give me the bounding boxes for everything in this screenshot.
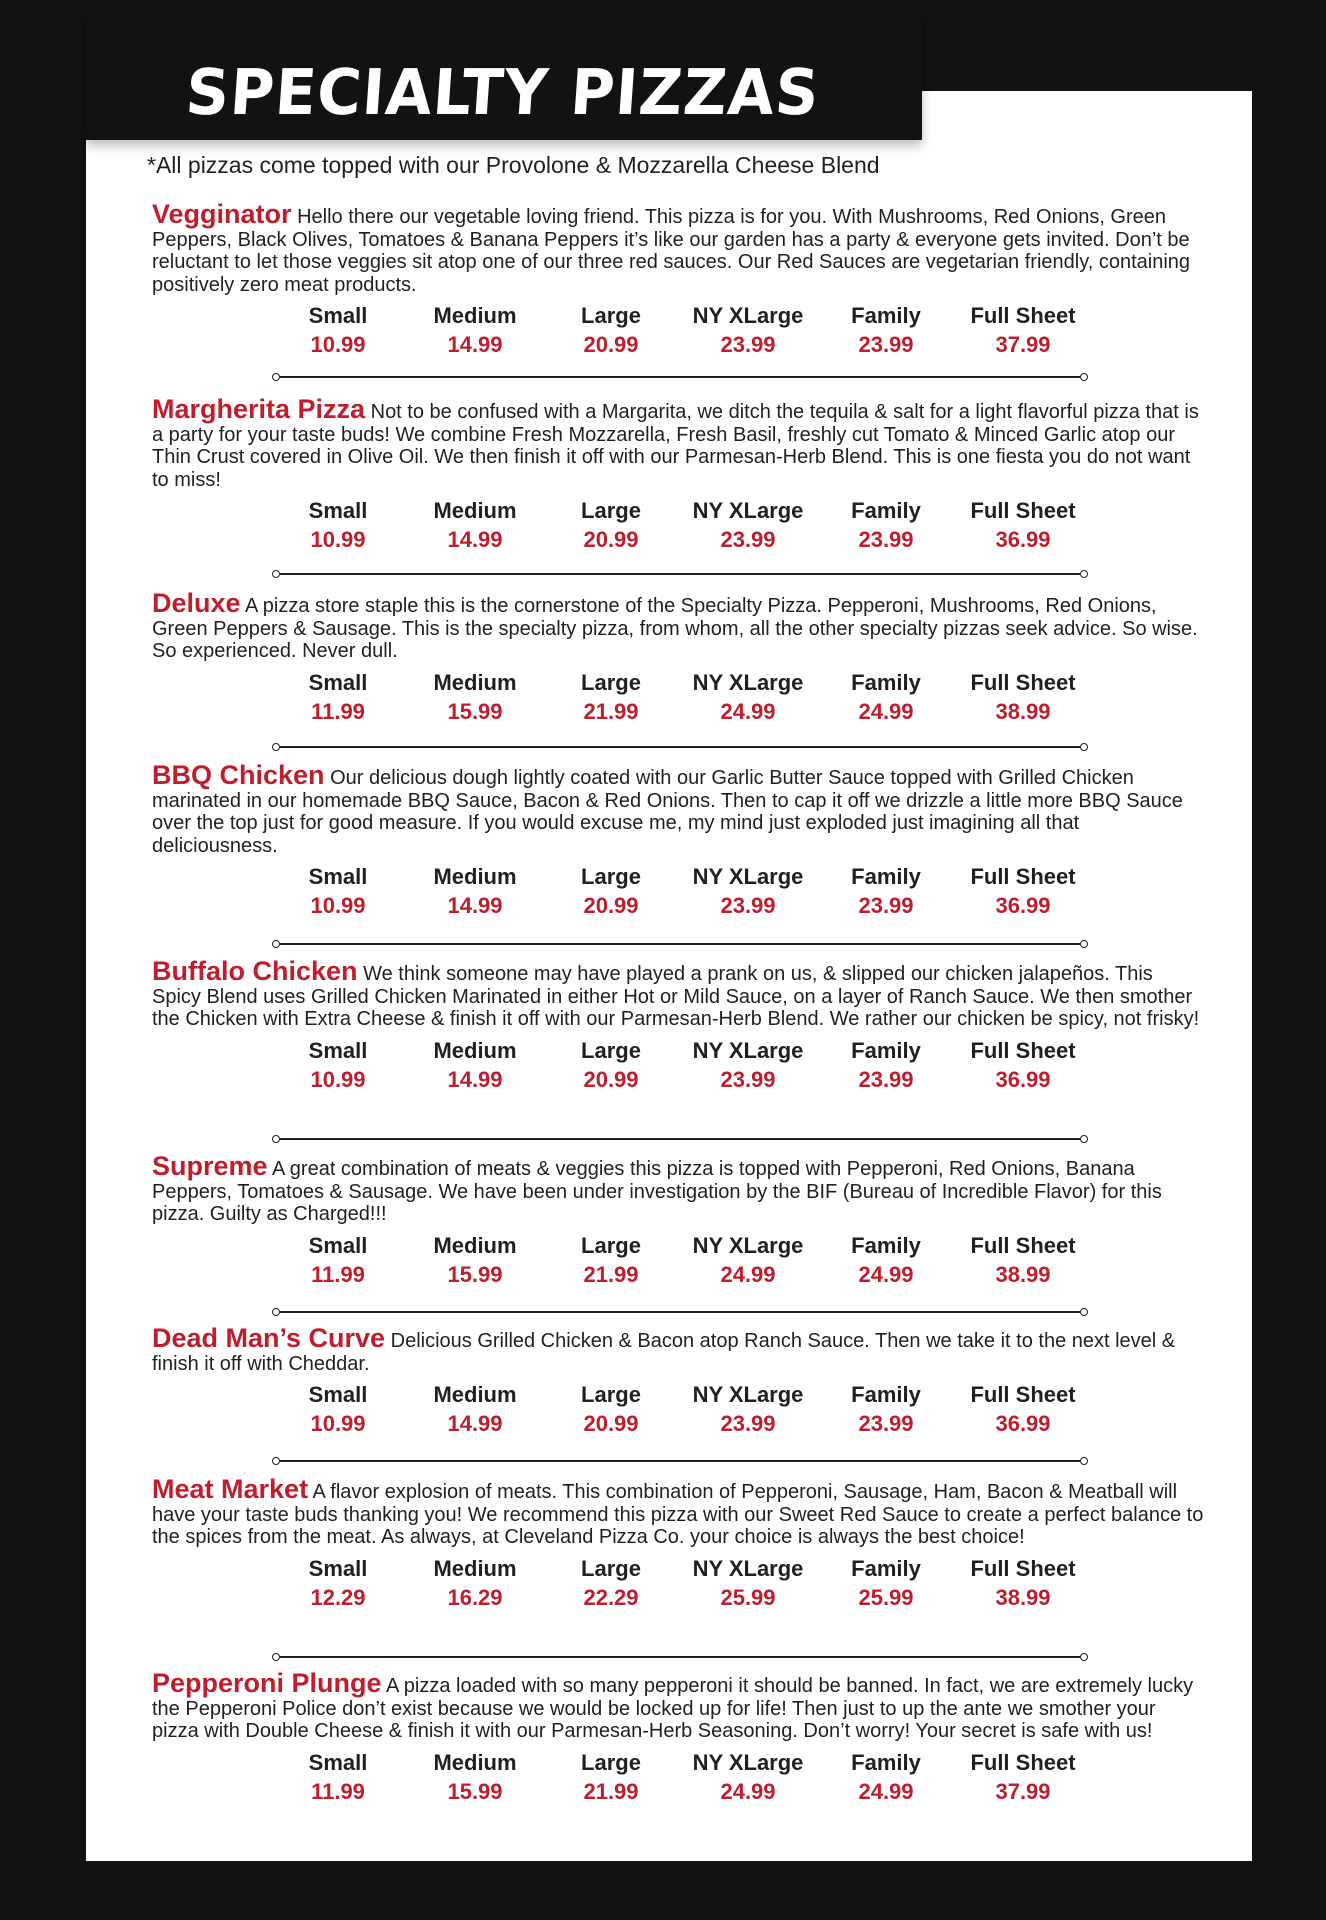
pizza-description <box>152 394 1206 491</box>
price-column <box>826 301 946 359</box>
size-label: Small <box>308 1555 368 1581</box>
size-price: 23.99 <box>720 1411 776 1436</box>
size-price: 14.99 <box>447 332 503 357</box>
size-price: 21.99 <box>583 1778 639 1804</box>
size-label: Medium <box>433 1555 517 1581</box>
size-price: 24.99 <box>858 1778 914 1804</box>
size-label: Large <box>581 669 641 695</box>
price-column <box>963 1748 1083 1806</box>
pizza-name: Margherita Pizza <box>152 394 366 424</box>
size-label: Large <box>581 498 641 523</box>
size-label: Family <box>851 864 921 889</box>
price-column <box>415 496 535 554</box>
section-divider <box>280 1138 1080 1140</box>
size-price: 20.99 <box>583 527 639 552</box>
size-label: NY XLarge <box>692 303 804 328</box>
pizza-name: Pepperoni Plunge <box>152 1668 382 1698</box>
size-price: 10.99 <box>310 1411 366 1436</box>
price-column <box>415 862 535 920</box>
size-price: 24.99 <box>720 1778 776 1804</box>
price-column <box>826 1380 946 1438</box>
size-price: 15.99 <box>447 698 503 724</box>
size-label: Medium <box>433 1232 517 1258</box>
size-label: Small <box>308 1382 368 1407</box>
size-label: Small <box>308 669 368 695</box>
price-column <box>551 862 671 920</box>
pizza-item <box>152 956 1206 1094</box>
price-column <box>963 1554 1083 1612</box>
price-column <box>688 862 808 920</box>
size-price: 15.99 <box>447 1778 503 1804</box>
size-label: Small <box>308 303 368 328</box>
price-table <box>152 1231 1206 1289</box>
pizza-name: Buffalo Chicken <box>152 956 358 986</box>
price-column <box>688 1036 808 1094</box>
price-column <box>963 668 1083 726</box>
size-price: 14.99 <box>447 893 503 918</box>
size-label: Large <box>581 1555 641 1581</box>
size-label: NY XLarge <box>692 1232 804 1258</box>
pizza-description <box>152 760 1206 857</box>
size-label: Medium <box>433 669 517 695</box>
price-column <box>826 862 946 920</box>
price-table <box>152 1036 1206 1094</box>
price-column <box>826 668 946 726</box>
size-label: Medium <box>433 1037 517 1063</box>
price-column <box>826 1554 946 1612</box>
price-column <box>551 301 671 359</box>
pizza-name: BBQ Chicken <box>152 760 325 790</box>
price-column <box>963 1380 1083 1438</box>
size-label: NY XLarge <box>692 1382 804 1407</box>
section-divider <box>280 1460 1080 1462</box>
size-price: 12.29 <box>310 1584 366 1610</box>
size-label: Large <box>581 303 641 328</box>
section-divider <box>280 1311 1080 1313</box>
price-column <box>415 668 535 726</box>
size-label: Full Sheet <box>970 1382 1076 1407</box>
price-column <box>551 1231 671 1289</box>
price-column <box>688 301 808 359</box>
size-label: Large <box>581 1037 641 1063</box>
price-column <box>278 496 398 554</box>
size-price: 11.99 <box>311 698 365 724</box>
size-label: Family <box>851 303 921 328</box>
price-column <box>415 1231 535 1289</box>
price-column <box>278 1380 398 1438</box>
size-price: 10.99 <box>310 527 366 552</box>
size-label: Family <box>851 1232 921 1258</box>
pizza-description-text: We think someone may have played a prank on us, & slipped our chicken jalapeños. This Spicy Blend uses Grilled Chicken Marinated in either Hot or Mild Sauce, on a layer of Ranch Sauce. We then smother the Chicken with Extra Cheese & finish it off with our Parmesan-Herb Blend. We rather our chicken be spicy, not frisky! <box>152 963 1200 1030</box>
size-label: Large <box>581 1749 641 1775</box>
size-label: Full Sheet <box>970 669 1076 695</box>
size-price: 24.99 <box>858 698 914 724</box>
pizza-description-text: Not to be confused with a Margarita, we ditch the tequila & salt for a light flavorful pizza that is a party for your taste buds! We combine Fresh Mozzarella, Fresh Basil, freshly cut Tomato & Minced Garlic atop our Thin Crust covered in Olive Oil. We then finish it off with our Parmesan-Herb Blend. This is one fiesta you do not want to miss! <box>152 401 1199 491</box>
price-table <box>152 301 1206 359</box>
price-column <box>963 862 1083 920</box>
price-table <box>152 668 1206 726</box>
size-price: 23.99 <box>858 1411 914 1436</box>
size-label: Medium <box>433 1382 517 1407</box>
size-label: Full Sheet <box>970 1232 1076 1258</box>
price-column <box>278 862 398 920</box>
size-price: 20.99 <box>583 332 639 357</box>
price-column <box>415 1380 535 1438</box>
size-price: 14.99 <box>447 1411 503 1436</box>
size-label: Family <box>851 1555 921 1581</box>
size-price: 14.99 <box>447 527 503 552</box>
price-column <box>278 1554 398 1612</box>
price-column <box>551 1380 671 1438</box>
pizza-description-text: Hello there our vegetable loving friend. This pizza is for you. With Mushrooms, Red Onions, Green Peppers, Black Olives, Tomatoes & Banana Peppers it’s like our garden has a party & everyone gets invited. Don’t be reluctant to let those veggies sit atop one of our three red sauces. Our Red Sauces are vegetarian friendly, containing positively zero meat products. <box>152 206 1191 296</box>
size-price: 20.99 <box>583 893 639 918</box>
size-label: Medium <box>433 498 517 523</box>
price-column <box>688 668 808 726</box>
size-label: NY XLarge <box>692 1037 804 1063</box>
size-price: 23.99 <box>720 332 776 357</box>
pizza-name: Dead Man’s Curve <box>152 1323 386 1353</box>
size-label: Medium <box>433 303 517 328</box>
size-price: 11.99 <box>311 1778 365 1804</box>
size-label: Full Sheet <box>970 498 1076 523</box>
pizza-description-text: A flavor explosion of meats. This combination of Pepperoni, Sausage, Ham, Bacon & Meatball will have your taste buds thanking you! We recommend this pizza with our Sweet Red Sauce to create a perfect balance to the spices from the meat. As always, at Cleveland Pizza Co. your choice is always the best choice! <box>152 1481 1204 1548</box>
size-price: 23.99 <box>858 893 914 918</box>
size-price: 24.99 <box>720 698 776 724</box>
size-price: 25.99 <box>858 1584 914 1610</box>
size-price: 11.99 <box>311 1261 365 1287</box>
size-price: 21.99 <box>583 1261 639 1287</box>
price-column <box>278 668 398 726</box>
pizza-description-text: A pizza loaded with so many pepperoni it should be banned. In fact, we are extremely lucky the Pepperoni Police don’t exist because we would be locked up for life! Then just to up the ante we smother your pizza with Double Cheese & finish it with our Parmesan-Herb Seasoning. Don’t worry! Your secret is safe with us! <box>152 1675 1194 1742</box>
size-price: 38.99 <box>995 1584 1051 1610</box>
price-column <box>688 1380 808 1438</box>
pizza-description <box>152 588 1206 663</box>
pizza-item <box>152 1151 1206 1289</box>
size-price: 37.99 <box>995 1778 1051 1804</box>
price-column <box>826 1748 946 1806</box>
size-label: Full Sheet <box>970 864 1076 889</box>
size-price: 10.99 <box>310 332 366 357</box>
size-label: NY XLarge <box>692 669 804 695</box>
page-title: SPECIALTY PIZZAS <box>183 56 823 130</box>
size-label: Family <box>851 1382 921 1407</box>
size-price: 23.99 <box>720 893 776 918</box>
price-column <box>688 1554 808 1612</box>
pizza-description <box>152 1474 1206 1549</box>
size-price: 23.99 <box>858 332 914 357</box>
pizza-item <box>152 588 1206 726</box>
price-column <box>826 496 946 554</box>
size-label: Small <box>308 498 368 523</box>
price-table <box>152 862 1206 920</box>
section-divider <box>280 573 1080 575</box>
size-price: 23.99 <box>858 1066 914 1092</box>
size-price: 21.99 <box>583 698 639 724</box>
section-divider <box>280 1656 1080 1658</box>
size-label: Full Sheet <box>970 1037 1076 1063</box>
size-label: Family <box>851 498 921 523</box>
size-price: 38.99 <box>995 1261 1051 1287</box>
size-price: 36.99 <box>995 1066 1051 1092</box>
size-price: 36.99 <box>995 1411 1051 1436</box>
pizza-item <box>152 1474 1206 1612</box>
pizza-description <box>152 199 1206 296</box>
size-price: 38.99 <box>995 698 1051 724</box>
size-label: Medium <box>433 864 517 889</box>
size-price: 20.99 <box>583 1066 639 1092</box>
size-label: Small <box>308 864 368 889</box>
size-label: Small <box>308 1037 368 1063</box>
cheese-note: *All pizzas come topped with our Provolone & Mozzarella Cheese Blend <box>147 152 880 178</box>
pizza-name: Meat Market <box>152 1474 309 1504</box>
pizza-item <box>152 1323 1206 1438</box>
price-column <box>826 1231 946 1289</box>
size-label: Large <box>581 1232 641 1258</box>
size-label: Full Sheet <box>970 1555 1076 1581</box>
pizza-description-text: A great combination of meats & veggies this pizza is topped with Pepperoni, Red Onions, Banana Peppers, Tomatoes & Sausage. We have been under investigation by the BIF (Bureau of Incredible Flavor) for this pizza. Guilty as Charged!!! <box>152 1158 1162 1225</box>
price-column <box>278 1036 398 1094</box>
size-label: Small <box>308 1749 368 1775</box>
pizza-description-text: Our delicious dough lightly coated with our Garlic Butter Sauce topped with Grilled Chicken marinated in our homemade BBQ Sauce, Bacon & Red Onions. Then to cap it off we drizzle a little more BBQ Sauce over the top just for good measure. If you would excuse me, my mind just exploded just imagining all that deliciousness. <box>152 767 1183 857</box>
pizza-name: Deluxe <box>152 588 241 618</box>
price-column <box>415 1036 535 1094</box>
price-column <box>688 496 808 554</box>
size-price: 15.99 <box>447 1261 503 1287</box>
pizza-item <box>152 760 1206 920</box>
size-price: 10.99 <box>310 1066 366 1092</box>
price-column <box>551 1036 671 1094</box>
size-label: Family <box>851 669 921 695</box>
price-column <box>551 668 671 726</box>
size-label: Medium <box>433 1749 517 1775</box>
size-price: 16.29 <box>447 1584 503 1610</box>
size-label: Large <box>581 1382 641 1407</box>
price-column <box>551 1748 671 1806</box>
pizza-name: Vegginator <box>152 199 292 229</box>
pizza-item <box>152 199 1206 359</box>
pizza-description <box>152 1668 1206 1743</box>
size-label: Full Sheet <box>970 1749 1076 1775</box>
price-column <box>688 1748 808 1806</box>
size-label: Full Sheet <box>970 303 1076 328</box>
size-price: 25.99 <box>720 1584 776 1610</box>
pizza-item <box>152 1668 1206 1806</box>
size-price: 24.99 <box>720 1261 776 1287</box>
price-column <box>963 301 1083 359</box>
price-table <box>152 1380 1206 1438</box>
size-label: NY XLarge <box>692 1749 804 1775</box>
size-price: 22.29 <box>583 1584 639 1610</box>
size-price: 20.99 <box>583 1411 639 1436</box>
price-column <box>963 1036 1083 1094</box>
pizza-item <box>152 394 1206 554</box>
size-label: NY XLarge <box>692 864 804 889</box>
section-divider <box>280 376 1080 378</box>
price-table <box>152 1748 1206 1806</box>
size-price: 23.99 <box>720 527 776 552</box>
price-table <box>152 496 1206 554</box>
price-column <box>278 1231 398 1289</box>
section-divider <box>280 943 1080 945</box>
price-column <box>415 301 535 359</box>
price-column <box>963 496 1083 554</box>
price-column <box>688 1231 808 1289</box>
size-label: Family <box>851 1749 921 1775</box>
size-label: Family <box>851 1037 921 1063</box>
pizza-description-text: Delicious Grilled Chicken & Bacon atop Ranch Sauce. Then we take it to the next level & finish it off with Cheddar. <box>152 1330 1176 1375</box>
price-column <box>415 1748 535 1806</box>
size-price: 23.99 <box>720 1066 776 1092</box>
size-price: 36.99 <box>995 527 1051 552</box>
size-label: NY XLarge <box>692 498 804 523</box>
size-label: Small <box>308 1232 368 1258</box>
price-column <box>278 1748 398 1806</box>
size-label: NY XLarge <box>692 1555 804 1581</box>
size-label: Large <box>581 864 641 889</box>
price-column <box>963 1231 1083 1289</box>
pizza-description <box>152 956 1206 1031</box>
size-price: 14.99 <box>447 1066 503 1092</box>
pizza-description <box>152 1151 1206 1226</box>
size-price: 24.99 <box>858 1261 914 1287</box>
price-column <box>551 496 671 554</box>
price-column <box>415 1554 535 1612</box>
section-divider <box>280 746 1080 748</box>
pizza-description <box>152 1323 1206 1375</box>
size-price: 10.99 <box>310 893 366 918</box>
price-column <box>551 1554 671 1612</box>
pizza-description-text: A pizza store staple this is the cornerstone of the Specialty Pizza. Pepperoni, Mushrooms, Red Onions, Green Peppers & Sausage. This is the specialty pizza, from whom, all the other specialty pizzas seek advice. So wise. So experienced. Never dull. <box>152 595 1198 662</box>
pizza-name: Supreme <box>152 1151 268 1181</box>
size-price: 37.99 <box>995 332 1051 357</box>
size-price: 36.99 <box>995 893 1051 918</box>
price-column <box>826 1036 946 1094</box>
size-price: 23.99 <box>858 527 914 552</box>
price-table <box>152 1554 1206 1612</box>
price-column <box>278 301 398 359</box>
